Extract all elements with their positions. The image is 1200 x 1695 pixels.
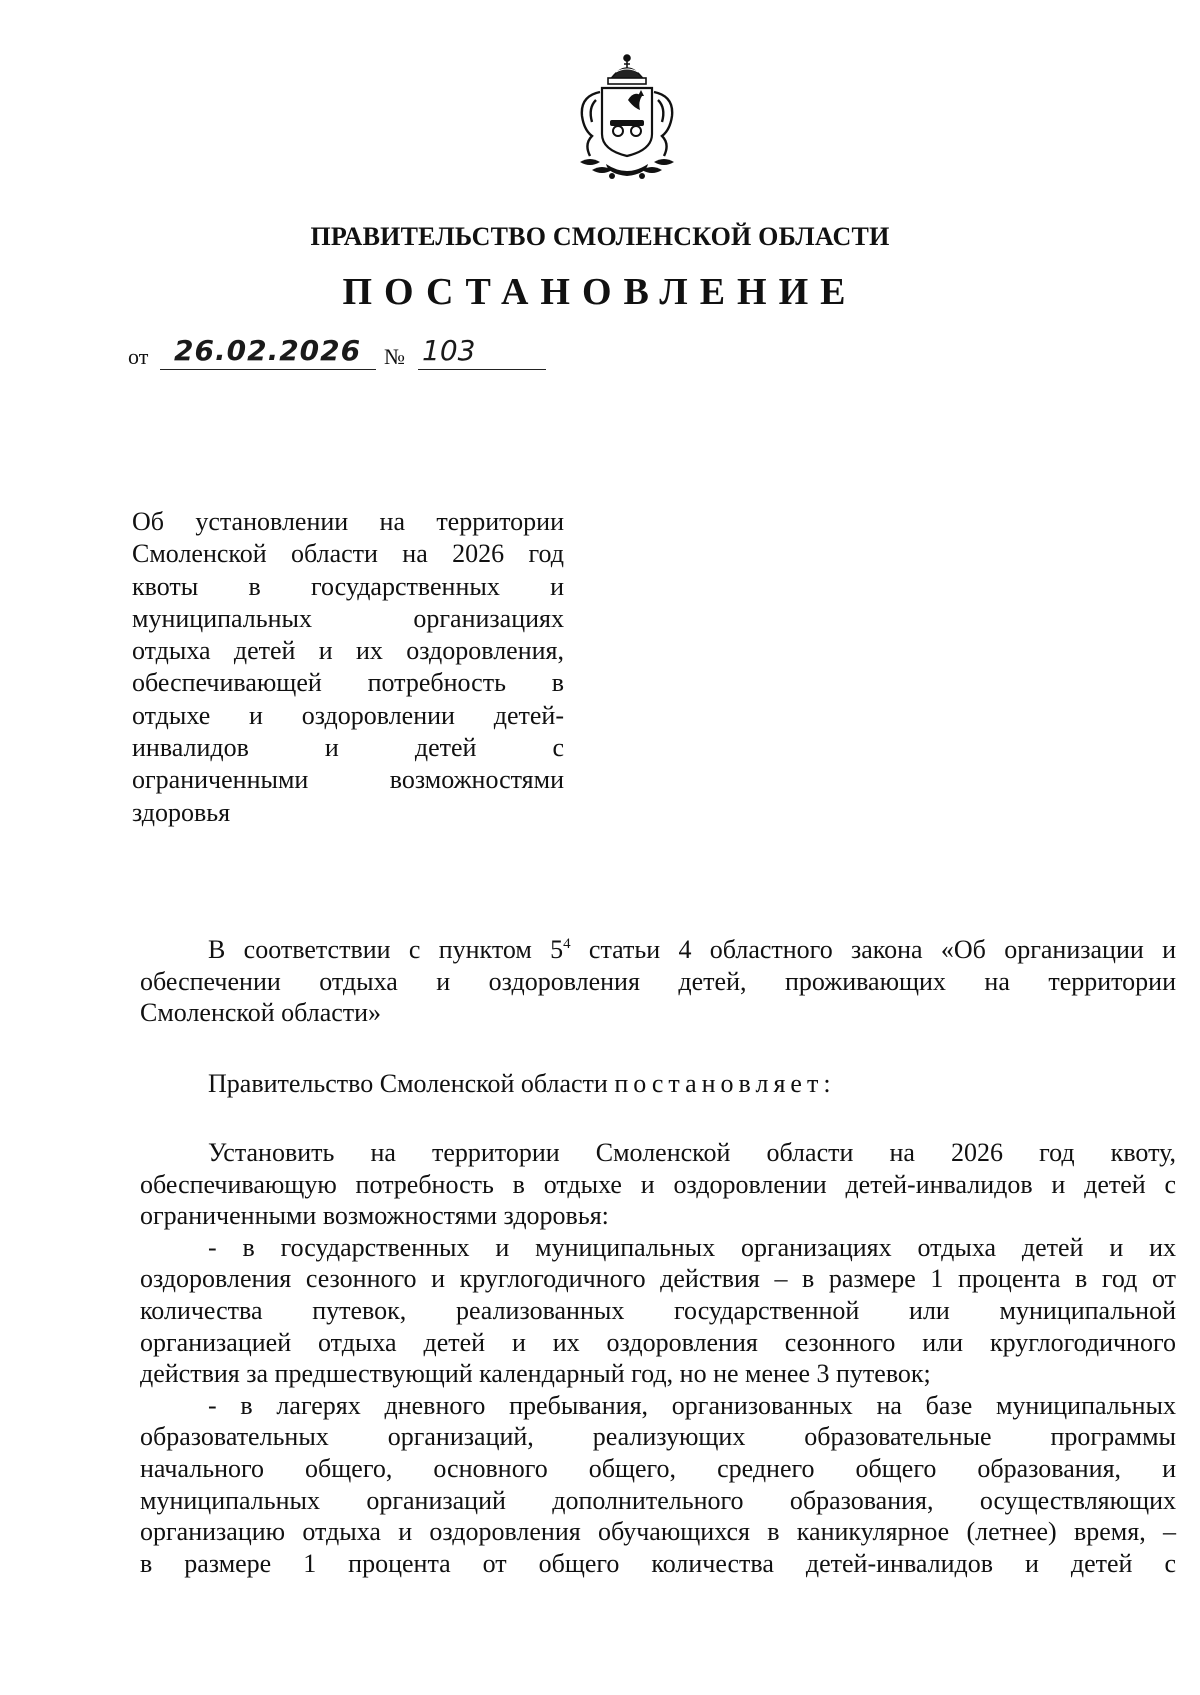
body-line: оздоровления сезонного и круглогодичного действия – в размере 1 процента в год от [140, 1264, 1176, 1294]
resolves-line [140, 1068, 1176, 1100]
subject-line: отдыхе и оздоровлении детей- [132, 700, 564, 730]
handwritten-date [160, 334, 376, 370]
subject-line: инвалидов и детей с [132, 733, 564, 763]
document-subject [132, 506, 564, 829]
body-line: - в государственных и муниципальных организациях отдыха детей и их [208, 1232, 1176, 1262]
body-line: ограниченными возможностями здоровья: [140, 1201, 609, 1231]
resolves-subject: Правительство Смоленской области [208, 1069, 608, 1098]
preamble-line [140, 934, 1176, 966]
body-line: Установить на территории Смоленской области на 2026 год квоту, [208, 1138, 1176, 1167]
subject-line: муниципальных организациях [132, 603, 564, 633]
subject-line: здоровья [132, 797, 231, 827]
preamble-line: обеспечении отдыха и оздоровления детей, проживающих на территории [140, 966, 1176, 996]
body-line: количества путевок, реализованных государственной или муниципальной [140, 1295, 1176, 1325]
body-line: муниципальных организаций дополнительного образования, осуществляющих [140, 1485, 1176, 1515]
subject-line: обеспечивающей потребность в [132, 668, 564, 698]
organization-title: ПРАВИТЕЛЬСТВО СМОЛЕНСКОЙ ОБЛАСТИ [310, 222, 890, 251]
preamble-paragraph [140, 934, 1176, 1029]
preamble-text: В соответствии с пунктом 5 [208, 935, 564, 964]
body-paragraph [140, 1137, 1176, 1579]
body-line: в размере 1 процента от общего количества детей-инвалидов и детей с [140, 1548, 1176, 1578]
superscript: 4 [563, 936, 571, 952]
resolves-verb: постановляет: [614, 1069, 836, 1098]
resolves-paragraph [140, 1068, 1176, 1100]
preamble-line: Смоленской области» [140, 998, 382, 1028]
preamble-text: статьи 4 областного закона «Об организации и [570, 935, 1177, 964]
subject-line: Об установлении на территории [132, 507, 564, 536]
body-line: организацией отдыха детей и их оздоровления сезонного или круглогодичного [140, 1327, 1176, 1357]
subject-line: отдыха детей и их оздоровления, [132, 636, 564, 666]
coat-of-arms-emblem [566, 52, 688, 184]
handwritten-number [418, 334, 546, 370]
subject-line: ограниченными возможностями [132, 765, 564, 795]
number-prefix: № [384, 344, 405, 369]
body-line: начального общего, основного общего, среднего общего образования, и [140, 1453, 1176, 1483]
subject-line: Смоленской области на 2026 год [132, 539, 564, 569]
body-line: - в лагерях дневного пребывания, организованных на базе муниципальных [208, 1390, 1176, 1420]
date-prefix: от [128, 344, 149, 369]
document-type-title: ПОСТАНОВЛЕНИЕ [342, 271, 858, 313]
body-line: действия за предшествующий календарный год, но не менее 3 путевок; [140, 1359, 931, 1389]
body-line: организацию отдыха и оздоровления обучающихся в каникулярное (летнее) время, – [140, 1517, 1176, 1547]
date-number-line [128, 334, 548, 374]
date-value: 26.02.2026 [174, 334, 362, 367]
body-line: обеспечивающую потребность в отдыхе и оздоровлении детей-инвалидов и детей с [140, 1169, 1176, 1199]
body-line: образовательных организаций, реализующих образовательные программы [140, 1422, 1176, 1452]
number-value: 103 [422, 334, 476, 367]
subject-line: квоты в государственных и [132, 571, 564, 601]
